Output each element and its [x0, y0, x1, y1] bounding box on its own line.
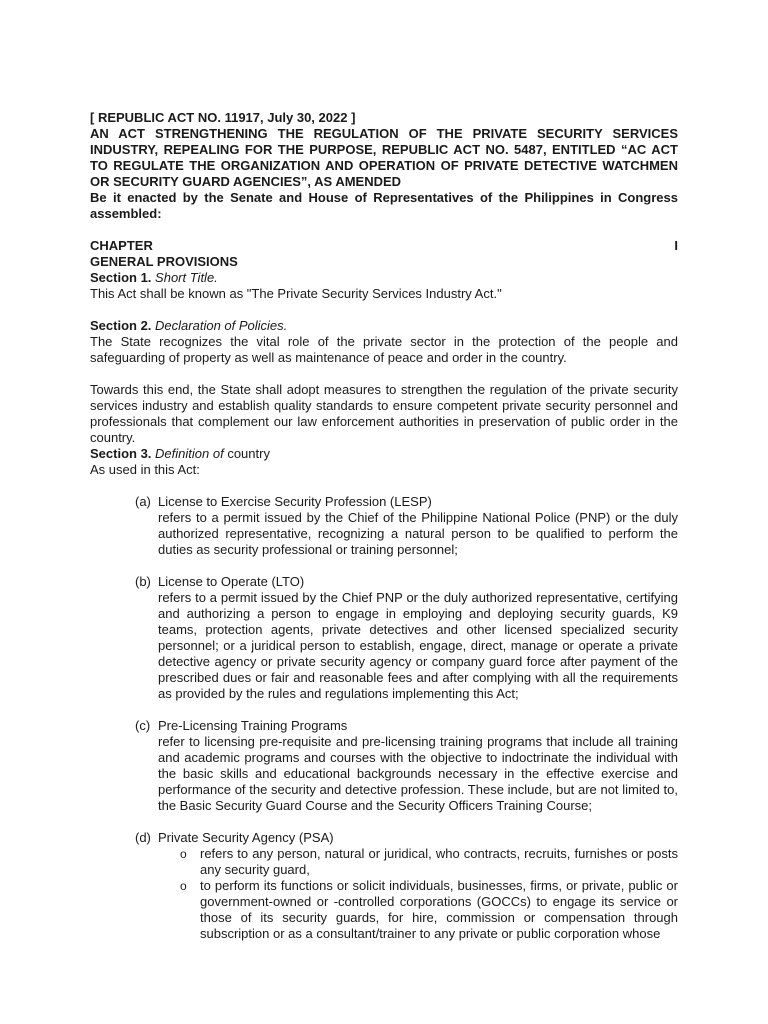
section-3-heading	[90, 446, 678, 462]
spacer	[90, 302, 678, 318]
definitions-list	[90, 494, 678, 942]
definition-term: Private Security Agency (PSA)	[158, 830, 334, 845]
definition-letter: (d)	[135, 830, 151, 845]
definition-item	[90, 494, 678, 558]
section-2-paragraph-1: The State recognizes the vital role of the private sector in the protection of the people and safeguarding of property as well as maintenance of peace and order in the country.	[90, 334, 678, 365]
definition-term: Pre-Licensing Training Programs	[158, 718, 348, 733]
section-heading: Definition of	[155, 446, 224, 461]
definition-text: refer to licensing pre-requisite and pre-licensing training programs that include all training and academic programs and courses with the objective to indoctrinate the individual with the basic skills and educational backgrounds necessary in the effective exercise and performance of the security and detective profession. These include, but are not limited to, the Basic Security Guard Course and the Security Officers Training Course;	[158, 734, 678, 813]
definition-item	[90, 830, 678, 942]
definition-item	[90, 718, 678, 814]
document-body	[90, 110, 678, 958]
definition-item	[90, 574, 678, 702]
section-label: Section 2.	[90, 318, 152, 333]
section-heading: Short Title.	[155, 270, 218, 285]
section-2-heading	[90, 318, 678, 334]
definition-bullets	[158, 846, 678, 942]
section-heading-suffix: country	[223, 446, 270, 461]
definition-letter: (c)	[135, 718, 151, 733]
section-heading: Declaration of Policies.	[155, 318, 288, 333]
definition-text: refers to a permit issued by the Chief PNP or the duly authorized representative, certifying and authorizing a person to engage in employing and deploying security guards, K9 teams, protection agents, private detectives and other licensed specialized security personnel; or a juridical person to establish, engage, direct, manage or operate a private detective agency or private security agency or company guard force after payment of the prescribed dues or fair and reasonable fees and after complying with all the requirements as provided by the rules and regulations implementing this Act;	[158, 590, 678, 701]
definition-letter: (b)	[135, 574, 151, 589]
definition-term: License to Operate (LTO)	[158, 574, 305, 589]
bullet-circle-icon: o	[180, 879, 187, 893]
section-2-paragraph-2: Towards this end, the State shall adopt measures to strengthen the regulation of the private security services industry and establish quality standards to ensure competent private security personnel and professionals that complement our law enforcement authorities in preservation of public order in the country.	[90, 382, 678, 445]
bullet-circle-icon: o	[180, 847, 187, 861]
section-1-heading	[90, 270, 678, 286]
bullet-item	[158, 878, 678, 942]
section-3-paragraph: As used in this Act:	[90, 462, 200, 477]
spacer	[90, 366, 678, 382]
chapter-label: CHAPTER	[90, 238, 153, 253]
definition-letter: (a)	[135, 494, 151, 509]
act-number: [ REPUBLIC ACT NO. 11917, July 30, 2022 ]	[90, 110, 356, 125]
definition-text: refers to a permit issued by the Chief of the Philippine National Police (PNP) or the duly authorized representative, recognizing a natural person to be qualified to perform the duties as security professional or training personnel;	[158, 510, 678, 557]
section-1-paragraph: This Act shall be known as "The Private Security Services Industry Act."	[90, 286, 502, 301]
bullet-item	[158, 846, 678, 878]
definition-term: License to Exercise Security Profession (LESP)	[158, 494, 432, 509]
section-label: Section 3.	[90, 446, 152, 461]
chapter-number: I	[674, 238, 678, 253]
act-title: AN ACT STRENGTHENING THE REGULATION OF THE PRIVATE SECURITY SERVICES INDUSTRY, REPEALING FOR THE PURPOSE, REPUBLIC ACT NO. 5487, ENTITLED “AC ACT TO REGULATE THE ORGANIZATION AND OPERATION OF PRIVATE DETECTIVE WATCHMEN OR SECURITY GUARD AGENCIES”, AS AMENDED	[90, 126, 678, 189]
chapter-title: GENERAL PROVISIONS	[90, 254, 238, 269]
enacting-clause: Be it enacted by the Senate and House of Representatives of the Philippines in Congress assembled:	[90, 190, 678, 221]
bullet-text: to perform its functions or solicit individuals, businesses, firms, or private, public or government-owned or -controlled corporations (GOCCs) to engage its service or those of its security guards, for hire, commission or compensation through subscription or as a consultant/trainer to any private or public corporation whose	[200, 878, 678, 941]
spacer	[90, 222, 678, 238]
bullet-text: refers to any person, natural or juridical, who contracts, recruits, furnishes or posts any security guard,	[200, 846, 678, 877]
section-label: Section 1.	[90, 270, 152, 285]
chapter-heading	[90, 238, 678, 254]
